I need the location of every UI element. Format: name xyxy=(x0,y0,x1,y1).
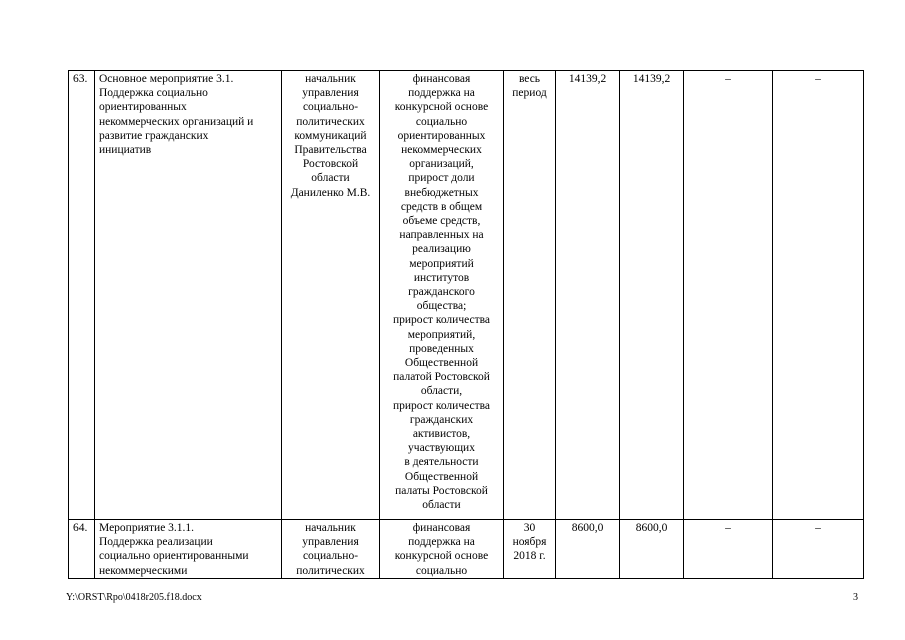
funding-column-9: – xyxy=(773,71,864,520)
expected-result: финансовая поддержка на конкурсной основе социально xyxy=(380,520,504,579)
responsible-executor: начальник управления социально- политических коммуникаций Правительства Ростовской области Даниленко М.В. xyxy=(282,71,380,520)
footer-file-path: Y:\ORST\Rpo\0418r205.f18.docx xyxy=(66,592,202,603)
funding-column-8: – xyxy=(684,520,773,579)
responsible-executor: начальник управления социально- политических xyxy=(282,520,380,579)
page-number: 3 xyxy=(853,592,858,603)
funding-column-9: – xyxy=(773,520,864,579)
implementation-term: 30 ноября 2018 г. xyxy=(504,520,556,579)
measure-name: Мероприятие 3.1.1. Поддержка реализации социально ориентированными некоммерческими xyxy=(95,520,282,579)
table-row xyxy=(69,71,864,520)
row-number: 63. xyxy=(69,71,95,520)
implementation-term: весь период xyxy=(504,71,556,520)
expected-result: финансовая поддержка на конкурсной основе социально ориентированных некоммерческих организаций, прирост доли внебюджетных средств в общем объеме средств, направленных на реализацию мероприятий институтов гражданского общества; прирост количества мероприятий, проведенных Общественной палатой Ростовской области, прирост количества гражданских активистов, участвующих в деятельности Общественной палаты Ростовской области xyxy=(380,71,504,520)
table-row xyxy=(69,520,864,579)
funding-budget: 14139,2 xyxy=(620,71,684,520)
measures-table xyxy=(68,70,864,579)
funding-total: 14139,2 xyxy=(556,71,620,520)
funding-total: 8600,0 xyxy=(556,520,620,579)
measure-name: Основное мероприятие 3.1. Поддержка социально ориентированных некоммерческих организаций и развитие гражданских инициатив xyxy=(95,71,282,520)
row-number: 64. xyxy=(69,520,95,579)
funding-budget: 8600,0 xyxy=(620,520,684,579)
funding-column-8: – xyxy=(684,71,773,520)
